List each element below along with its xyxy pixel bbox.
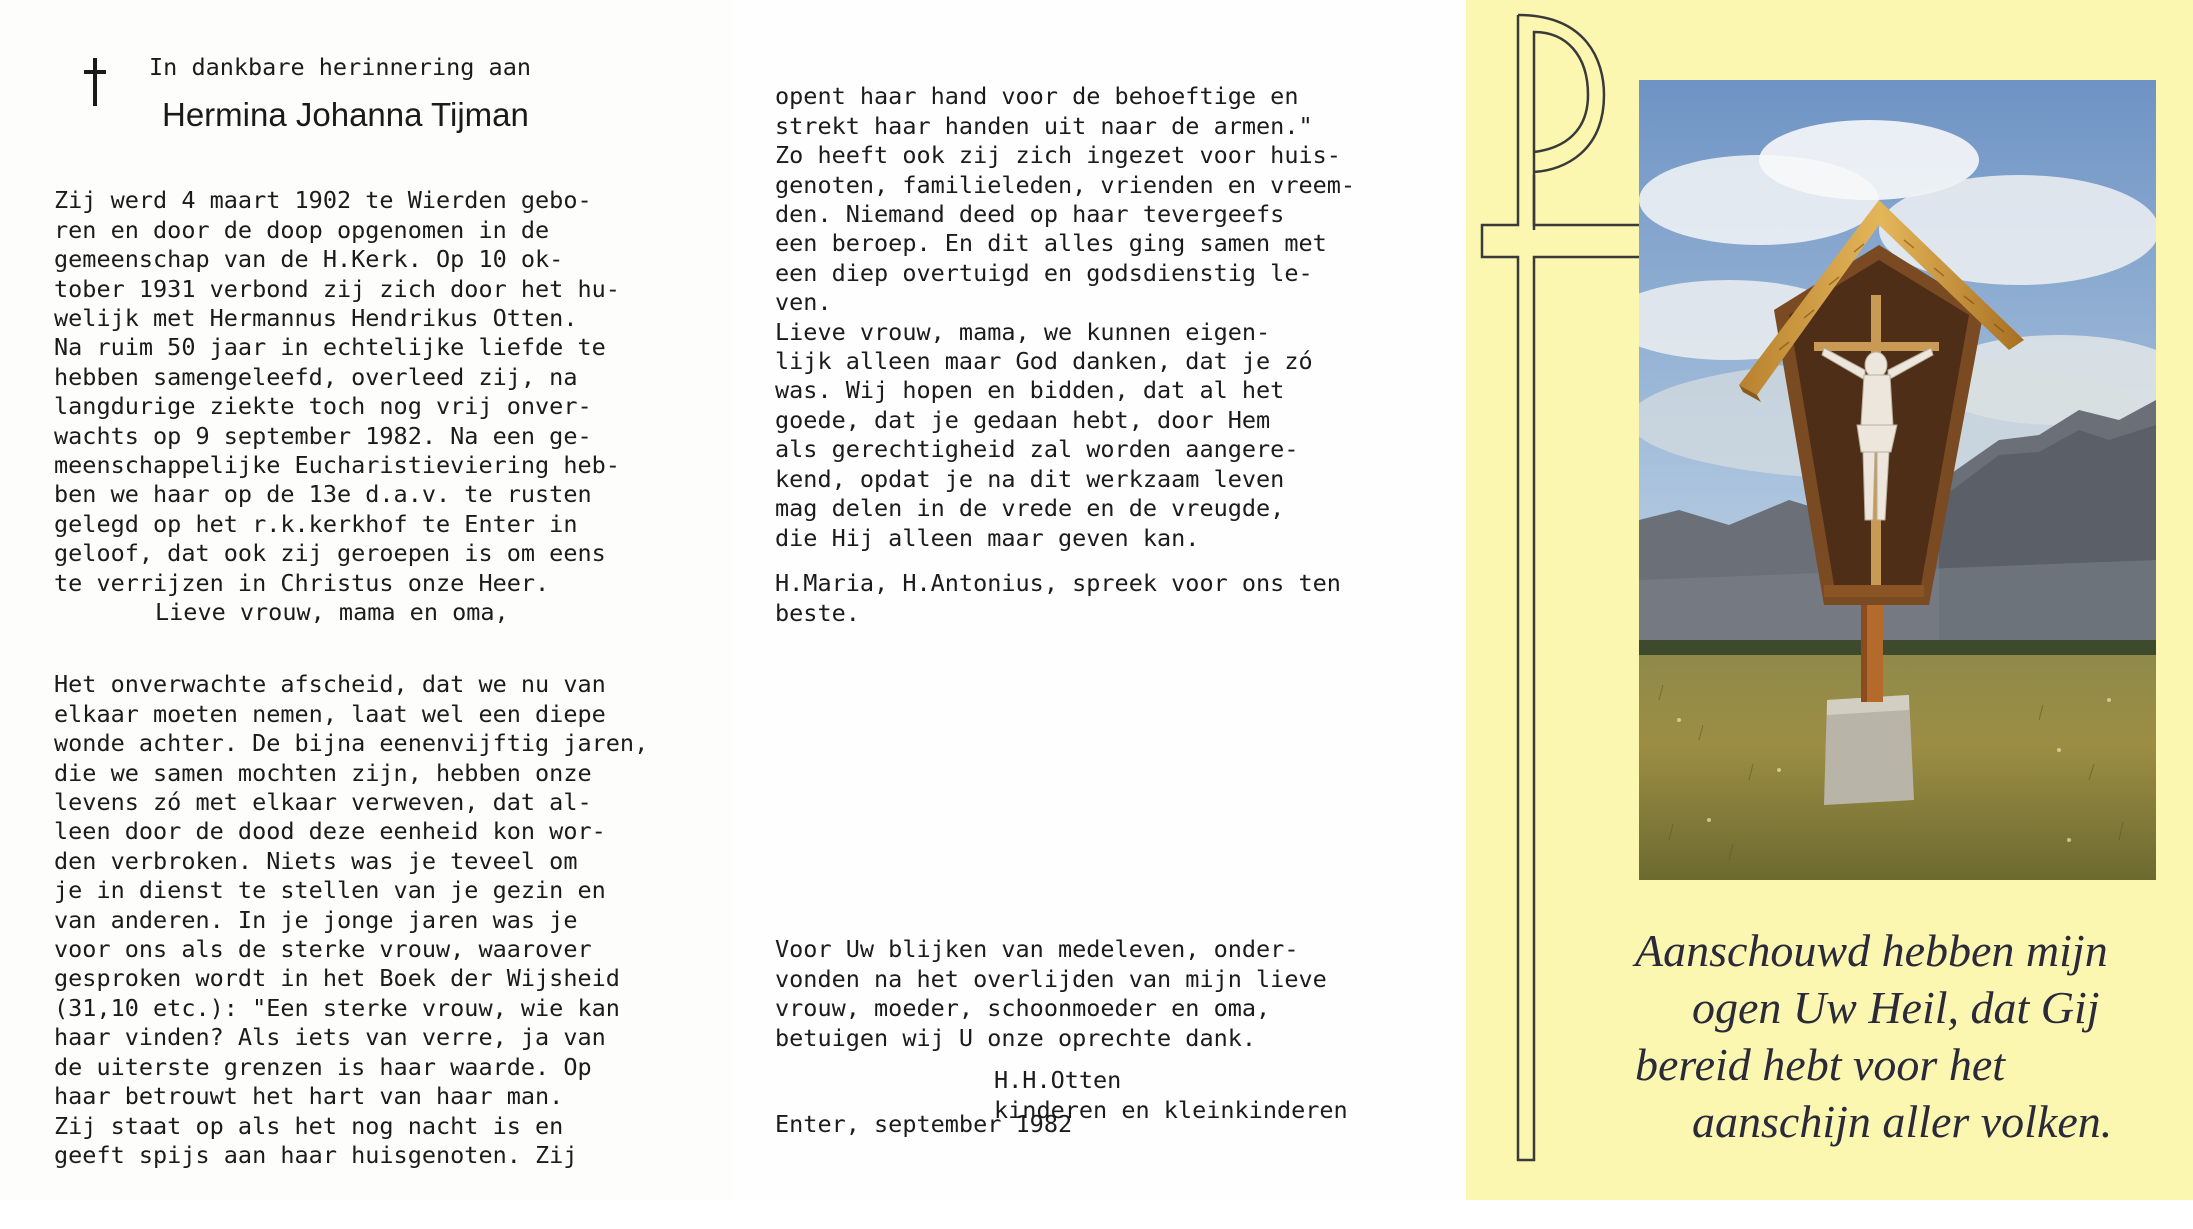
- deceased-name: Hermina Johanna Tijman: [162, 96, 529, 133]
- text-line: ben we haar op de 13e d.a.v. te rusten: [54, 480, 592, 509]
- verse-line-1: Aanschouwd hebben mijn: [1635, 925, 2108, 976]
- text-line: leen door de dood deze eenheid kon wor-: [54, 817, 606, 846]
- text-line: Het onverwachte afscheid, dat we nu van: [54, 670, 606, 699]
- text-line: een diep overtuigd en godsdienstig le-: [775, 258, 1313, 287]
- text-line: ren en door de doop opgenomen in de: [54, 215, 550, 244]
- signature-name: H.H.Otten: [994, 1066, 1122, 1095]
- text-line: die we samen mochten zijn, hebben onze: [54, 758, 592, 787]
- place-date: Enter, september 1982: [775, 1110, 1073, 1138]
- wayside-crucifix-photo: [1639, 80, 2156, 880]
- text-line: Voor Uw blijken van medeleven, onder-: [775, 935, 1299, 964]
- right-panel: [1466, 0, 2193, 1200]
- text-line: levens zó met elkaar verweven, dat al-: [54, 788, 592, 817]
- text-line: ven.: [775, 288, 832, 317]
- biography-text: [54, 157, 620, 657]
- text-line: den verbroken. Niets was je teveel om: [54, 846, 578, 875]
- salutation: Lieve vrouw, mama en oma,: [155, 598, 509, 626]
- text-line: hebben samengeleefd, overleed zij, na: [54, 362, 578, 391]
- verse-line-2: ogen Uw Heil, dat Gij: [1692, 982, 2100, 1033]
- text-line: geeft spijs aan haar huisgenoten. Zij: [54, 1140, 578, 1169]
- middle-panel: [733, 0, 1466, 1200]
- text-line: langdurige ziekte toch nog vrij onver-: [54, 392, 592, 421]
- text-line: een beroep. En dit alles ging samen met: [775, 229, 1327, 258]
- eulogy-text: [54, 641, 648, 1229]
- text-line: haar vinden? Als iets van verre, ja van: [54, 1023, 606, 1052]
- text-line: Zij staat op als het nog nacht is en: [54, 1111, 564, 1140]
- verse-line-4: aanschijn aller volken.: [1692, 1096, 2113, 1147]
- text-line: die Hij alleen maar geven kan.: [775, 523, 1200, 552]
- text-line: beste.: [775, 598, 860, 627]
- signature-family: kinderen en kleinkinderen: [994, 1095, 1348, 1124]
- text-line: welijk met Hermannus Hendrikus Otten.: [54, 304, 578, 333]
- text-line: wonde achter. De bijna eenenvijftig jaren,: [54, 729, 649, 758]
- text-line: betuigen wij U onze oprechte dank.: [775, 1023, 1257, 1052]
- text-line: voor ons als de sterke vrouw, waarover: [54, 935, 592, 964]
- text-line: van anderen. In je jonge jaren was je: [54, 905, 578, 934]
- text-line: den. Niemand deed op haar tevergeefs: [775, 200, 1285, 229]
- text-line: vonden na het overlijden van mijn lieve: [775, 964, 1327, 993]
- text-line: goede, dat je gedaan hebt, door Hem: [775, 405, 1271, 434]
- text-line: wachts op 9 september 1982. Na een ge-: [54, 421, 592, 450]
- text-line: was. Wij hopen en bidden, dat al het: [775, 376, 1285, 405]
- text-line: strekt haar handen uit naar de armen.": [775, 111, 1313, 140]
- text-line: gemeenschap van de H.Kerk. Op 10 ok-: [54, 245, 564, 274]
- text-line: gesproken wordt in het Boek der Wijsheid: [54, 964, 620, 993]
- text-line: de uiterste grenzen is haar waarde. Op: [54, 1052, 592, 1081]
- text-line: je in dienst te stellen van je gezin en: [54, 876, 606, 905]
- text-line: Na ruim 50 jaar in echtelijke liefde te: [54, 333, 606, 362]
- text-line: H.Maria, H.Antonius, spreek voor ons ten: [775, 569, 1341, 598]
- text-line: Lieve vrouw, mama, we kunnen eigen-: [775, 317, 1271, 346]
- text-line: opent haar hand voor de behoeftige en: [775, 82, 1299, 111]
- text-line: kend, opdat je na dit werkzaam leven: [775, 464, 1285, 493]
- text-line: Zij werd 4 maart 1902 te Wierden gebo-: [54, 186, 592, 215]
- cross-icon: [84, 58, 106, 106]
- text-line: lijk alleen maar God danken, dat je zó: [775, 347, 1313, 376]
- text-line: haar betrouwt het hart van haar man.: [54, 1082, 564, 1111]
- text-line: als gerechtigheid zal worden aangere-: [775, 435, 1299, 464]
- text-line: Zo heeft ook zij zich ingezet voor huis-: [775, 141, 1341, 170]
- text-line: meenschappelijke Eucharistieviering heb-: [54, 451, 620, 480]
- verse-line-3: bereid hebt voor het: [1635, 1039, 2006, 1090]
- prayer-text: [775, 540, 1341, 687]
- text-line: vrouw, moeder, schoonmoeder en oma,: [775, 994, 1271, 1023]
- text-line: geloof, dat ook zij geroepen is om eens: [54, 539, 606, 568]
- text-line: elkaar moeten nemen, laat wel een diepe: [54, 699, 606, 728]
- text-line: mag delen in de vrede en de vreugde,: [775, 494, 1285, 523]
- left-panel: [0, 0, 733, 1200]
- text-line: genoten, familieleden, vrienden en vreem-: [775, 170, 1356, 199]
- text-line: gelegd op het r.k.kerkhof te Enter in: [54, 509, 578, 538]
- memorial-heading: In dankbare herinnering aan: [149, 53, 532, 81]
- text-line: te verrijzen in Christus onze Heer.: [54, 568, 550, 597]
- eulogy-continued-text: [775, 53, 1355, 612]
- text-line: (31,10 etc.): "Een sterke vrouw, wie kan: [54, 993, 620, 1022]
- text-line: tober 1931 verbond zij zich door het hu-: [54, 274, 620, 303]
